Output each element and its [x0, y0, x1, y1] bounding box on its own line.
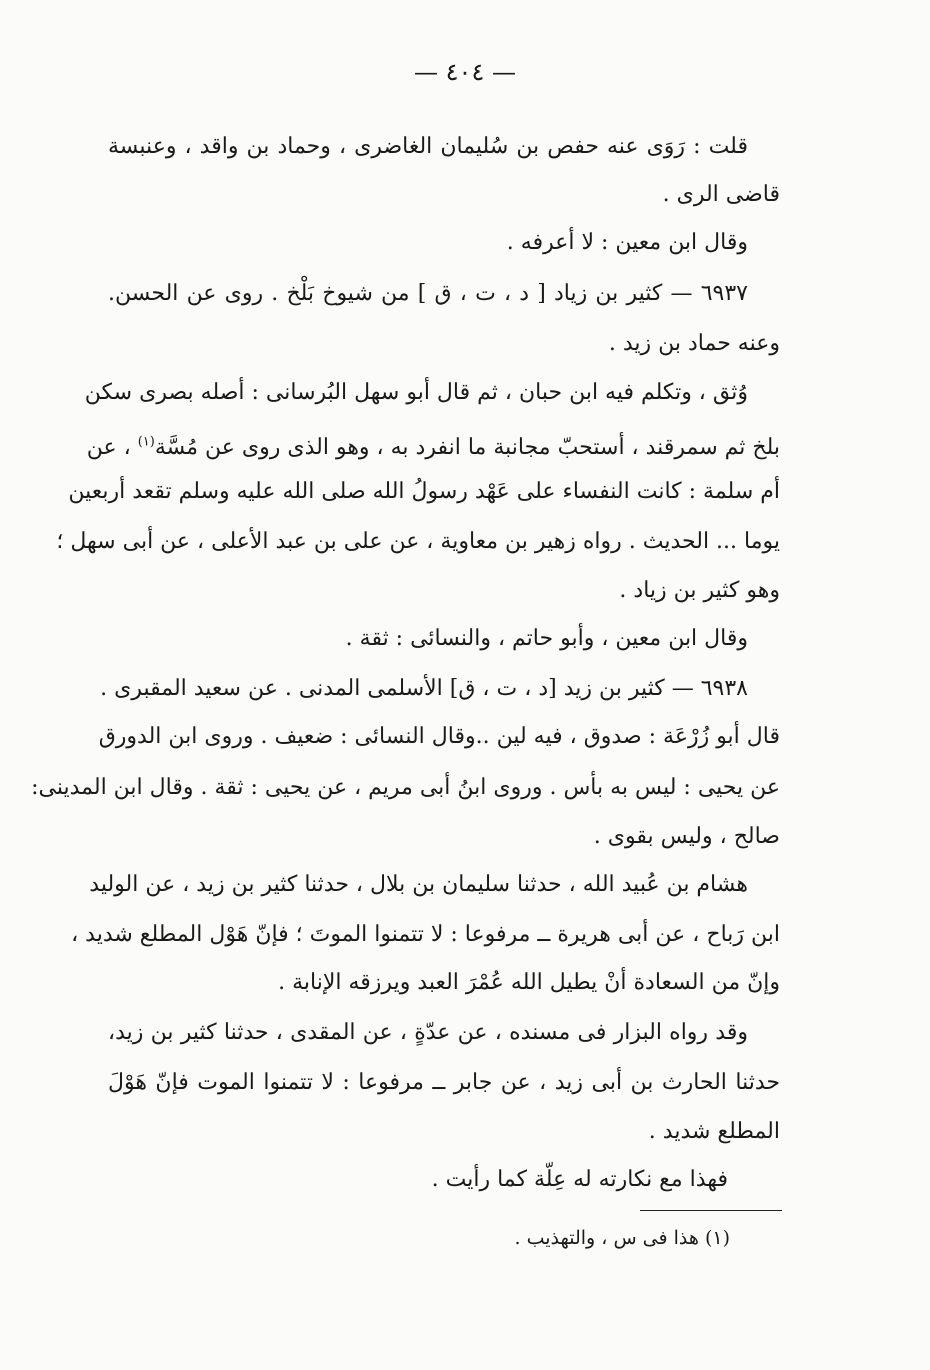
text-line: وقد رواه البزار فى مسنده ، عن عدّةٍ ، عن المقدى ، حدثنا كثير بن زيد، [108, 1020, 748, 1045]
text-line: قال أبو زُرْعَة : صدوق ، فيه لين ..وقال النسائى : ضعيف . وروى ابن الدورق [98, 724, 780, 749]
text-line: فهذا مع نكارته له عِلّة كما رأيت . [431, 1167, 728, 1192]
text-line: ابن رَباح ، عن أبى هريرة ــ مرفوعا : لا تتمنوا الموتَ ؛ فإنّ هَوْل المطلع شديد ، [71, 922, 780, 947]
footnote-separator [640, 1210, 782, 1211]
entry-6937-heading: ٦٩٣٧ — كثير بن زياد [ د ، ت ، ق ] من شيوخ بَلْخ . روى عن الحسن. [108, 281, 748, 306]
footnote-ref: (١) [137, 435, 155, 450]
text-line: قلت : رَوَى عنه حفص بن سُليمان الغاضرى ، وحماد بن واقد ، وعنبسة [108, 134, 748, 159]
page-number: — ٤٠٤ — [414, 58, 516, 86]
text-line: قاضى الرى . [662, 182, 780, 207]
text-line: المطلع شديد . [648, 1119, 780, 1144]
text-line: صالح ، وليس بقوى . [593, 824, 780, 849]
text-line: هشام بن عُبيد الله ، حدثنا سليمان بن بلال ، حدثنا كثير بن زيد ، عن الوليد [89, 872, 748, 897]
footnote: (١) هذا فى س ، والتهذيب . [514, 1227, 730, 1249]
entry-6938-heading: ٦٩٣٨ — كثير بن زيد [د ، ت ، ق] الأسلمى المدنى . عن سعيد المقبرى . [100, 676, 748, 701]
text-line: وإنّ من السعادة أنْ يطيل الله عُمْرَ العبد ويرزقه الإنابة . [278, 970, 780, 995]
text-line: يوما ... الحديث . رواه زهير بن معاوية ، عن على بن عبد الأعلى ، عن أبى سهل ؛ [56, 529, 780, 554]
text-line: عن يحيى : ليس به بأس . وروى ابنُ أبى مريم ، عن يحيى : ثقة . وقال ابن المدينى: [31, 775, 780, 800]
text-line: وقال ابن معين ، وأبو حاتم ، والنسائى : ثقة . [345, 626, 748, 651]
text-line: وهو كثير بن زياد . [619, 578, 780, 603]
text-line: حدثنا الحارث بن أبى زيد ، عن جابر ــ مرفوعا : لا تتمنوا الموت فإنّ هَوْلَ [108, 1070, 780, 1095]
text-line: وقال ابن معين : لا أعرفه . [506, 230, 748, 255]
text-line-with-footnote-ref [86, 428, 780, 463]
text-line: وعنه حماد بن زيد . [608, 331, 780, 356]
text-line: وُثق ، وتكلم فيه ابن حبان ، ثم قال أبو سهل البُرسانى : أصله بصرى سكن [84, 380, 748, 405]
text-line: أم سلمة : كانت النفساء على عَهْد رسولُ الله صلى الله عليه وسلم تقعد أربعين [68, 479, 780, 504]
text-segment: بلخ ثم سمرقند ، أستحبّ مجانبة ما انفرد به ، وهو الذى روى عن مُسَّة$^{(١)}$ ، عن [86, 435, 780, 461]
